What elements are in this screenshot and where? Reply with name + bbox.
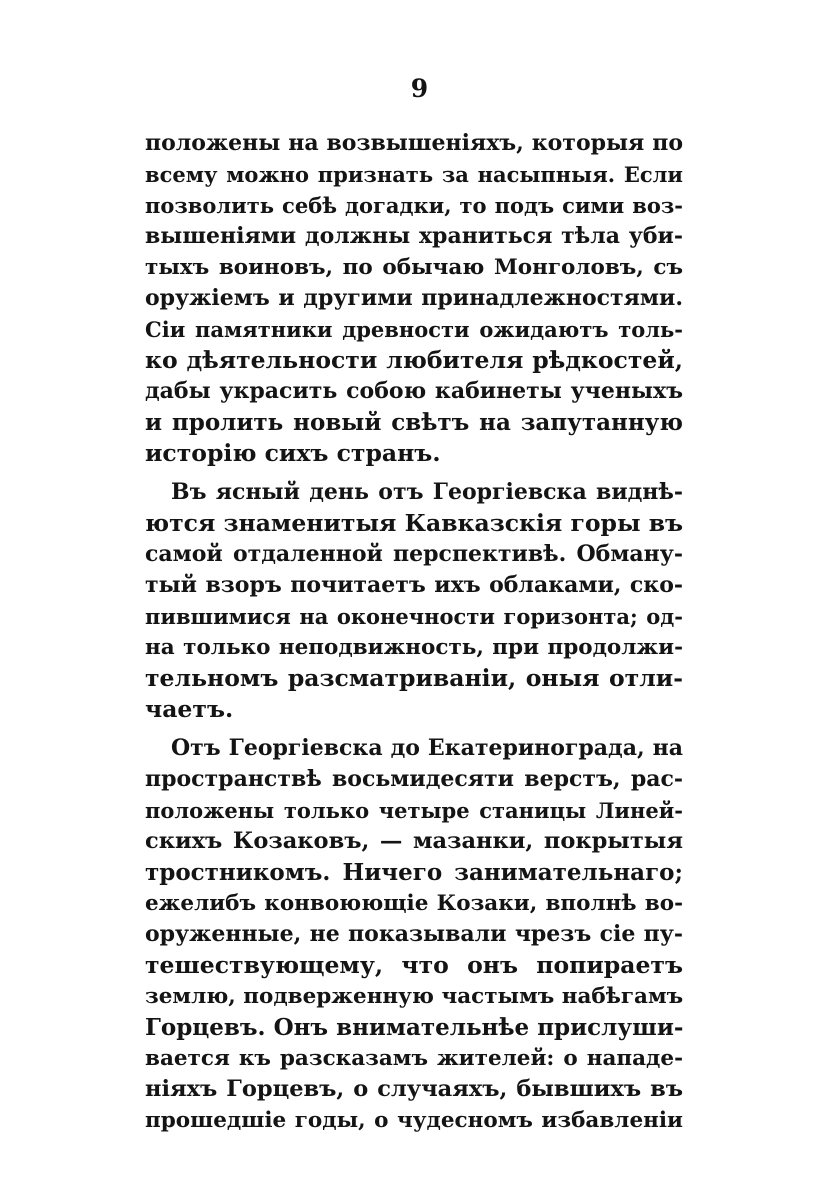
text-line: позволить себѣ догадки, то подъ сими воз- bbox=[145, 193, 683, 218]
text-line: пившимися на оконечности горизонта; од- bbox=[145, 604, 683, 629]
text-line: Горцевъ. Онъ внимательнѣе прислуши- bbox=[145, 1014, 683, 1041]
text-line: дабы украсить собою кабинеты ученыхъ bbox=[145, 378, 683, 404]
text-line: всему можно признать за насыпныя. Если bbox=[145, 162, 683, 187]
text-line: скихъ Козаковъ, — мазанки, покрытыя bbox=[145, 828, 683, 854]
paragraph bbox=[145, 128, 683, 469]
text-line: вышеніями должны храниться тѣла уби- bbox=[145, 223, 683, 249]
body-text bbox=[145, 128, 683, 1144]
text-line: Въ ясный день отъ Георгіевска виднѣ- bbox=[171, 479, 683, 505]
paragraph bbox=[145, 477, 683, 725]
text-line: ежелибъ конвоюющіе Козаки, вполнѣ во- bbox=[145, 891, 683, 916]
text-line: оруженные, не показывали чрезъ сіе пу- bbox=[145, 921, 683, 947]
text-line: самой отдаленной перспективѣ. Обману- bbox=[145, 541, 683, 567]
text-line: Сіи памятники древности ожидаютъ толь- bbox=[145, 317, 683, 342]
text-line: землю, подверженную частымъ набѣгамъ bbox=[145, 984, 683, 1009]
text-line: прошедшіе годы, о чудесномъ избавленіи bbox=[145, 1108, 683, 1133]
text-line: вается къ разсказамъ жителей: о нападе- bbox=[145, 1046, 683, 1071]
text-line: положены только четыре станицы Линей- bbox=[145, 798, 683, 823]
text-line: и пролить новый свѣтъ на запутанную bbox=[145, 409, 683, 436]
text-line: Отъ Георгіевска до Екатеринограда, на bbox=[171, 735, 683, 761]
text-line: ко дѣятельности любителя рѣдкостей, bbox=[145, 346, 683, 374]
text-line: тешествующему, что онъ попираетъ bbox=[145, 951, 683, 979]
text-line: тыхъ воиновъ, по обычаю Монголовъ, съ bbox=[145, 255, 683, 280]
text-line: исторію сихъ странъ. bbox=[145, 439, 441, 467]
text-line: чаетъ. bbox=[145, 695, 234, 723]
text-line: оружіемъ и другими принадлежностями. bbox=[145, 285, 683, 311]
text-line: ются знаменитыя Кавказскія горы въ bbox=[145, 509, 683, 537]
text-line: тый взоръ почитаетъ ихъ облаками, ско- bbox=[145, 572, 683, 598]
text-line: тельномъ разсматриваніи, оныя отли- bbox=[145, 664, 683, 692]
paragraph bbox=[145, 733, 683, 1136]
text-line: тростникомъ. Ничего занимательнаго; bbox=[145, 859, 683, 886]
text-line: положены на возвышеніяхъ, которыя по bbox=[145, 130, 683, 156]
text-line: ніяхъ Горцевъ, о случаяхъ, бывшихъ въ bbox=[145, 1076, 683, 1102]
text-line: на только неподвижность, при продолжи- bbox=[145, 635, 683, 660]
page-number: 9 bbox=[410, 74, 430, 103]
text-line: пространствѣ восьмидесяти верстъ, рас- bbox=[145, 766, 683, 792]
